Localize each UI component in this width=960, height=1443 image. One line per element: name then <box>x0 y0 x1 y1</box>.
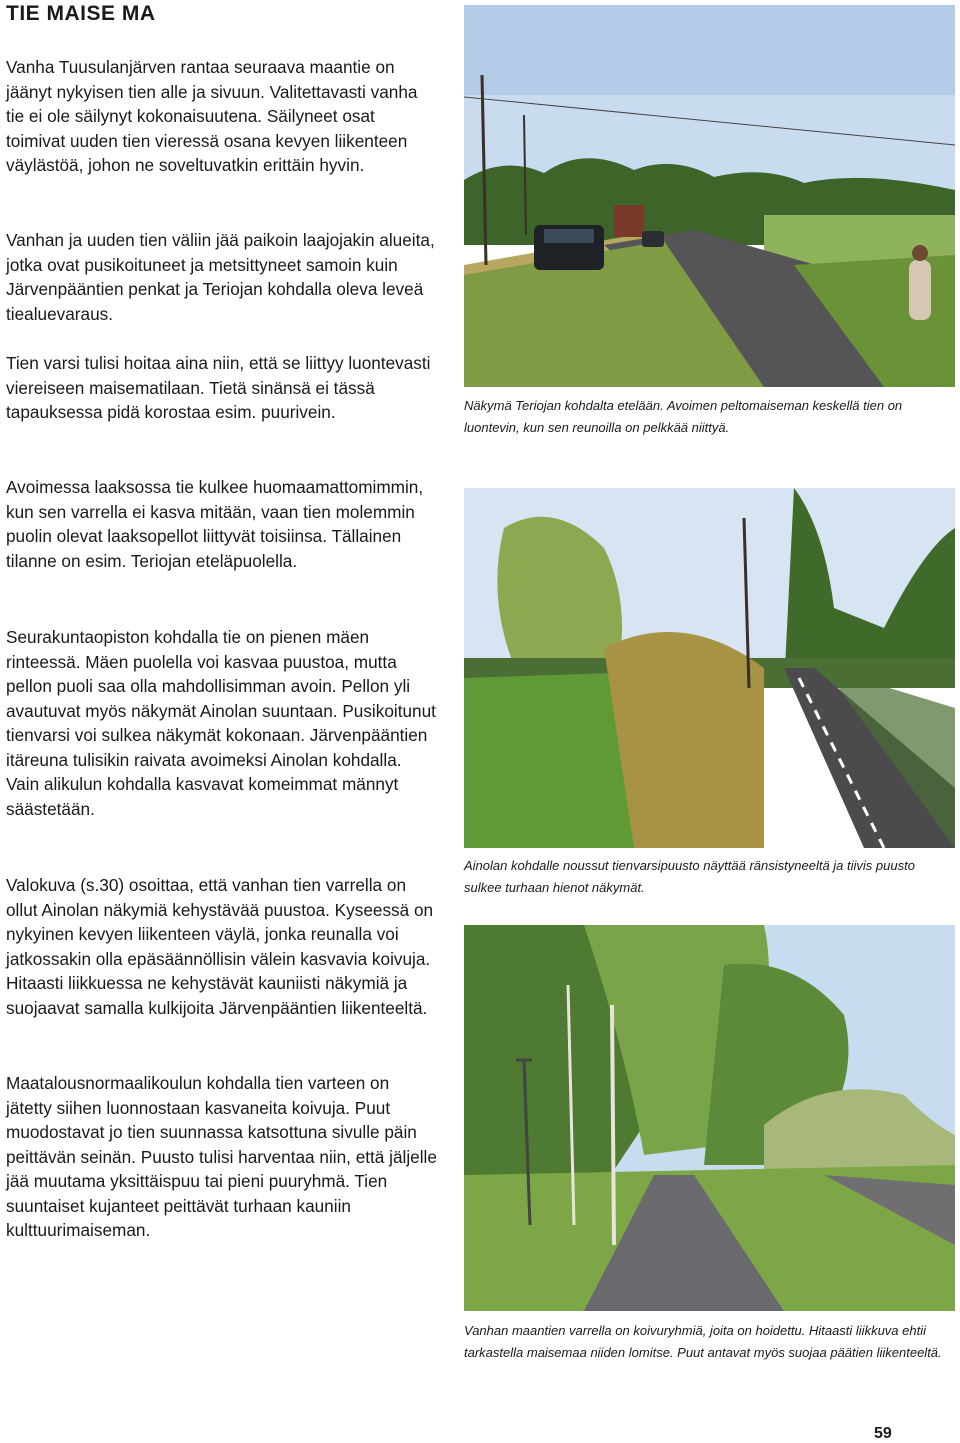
page-number: 59 <box>874 1425 892 1442</box>
photo-ainola-roadside <box>464 488 955 848</box>
caption-ainola: Ainolan kohdalle noussut tienvarsipuusto näyttää ränsistyneeltä ja tiivis puusto sulkee turhaan hienot näkymät. <box>464 858 915 895</box>
paragraph-agricultural-school: Maatalousnormaalikoulun kohdalla tien varteen on jätetty siihen luonnostaan kasvaneita koivuja. Puut muodostavat jo tien suunnassa katsottuna sivulle päin peittävän seinän. Puusto tulisi harventaa niin, että jäljelle jää muutama yksittäispuu tai pieni puuryhmä. Tien suuntaiset kujanteet peittävät turhaan kauniin kulttuurimaiseman. <box>6 1073 437 1240</box>
photo-terioja-road <box>464 5 955 387</box>
paragraph-old-road: Vanha Tuusulanjärven rantaa seuraava maantie on jäänyt nykyisen tien alle ja sivuun. Valitettavasti vanha tie ei ole säilynyt kokonaisuutena. Säilyneet osat toimivat uuden tien vieressä osana kevyen liikenteen väylästöä, johon ne soveltuvatkin erittäin hyvin. <box>6 57 418 175</box>
paragraph-photo-reference: Valokuva (s.30) osoittaa, että vanhan tien varrella on ollut Ainolan näkymiä kehystävää puustoa. Kyseessä on nykyinen kevyen liikenteen väylä, jonka reunalla voi jatkossakin olla epäsäännöllisin välein kasvavia koivuja. Hitaasti liikkuessa ne kehystävät kauniisti näkymiä ja suojaavat samalla kulkijoita Järvenpääntien liikenteeltä. <box>6 875 434 1018</box>
paragraph-seurakuntaopisto: Seurakuntaopiston kohdalla tie on pienen mäen rinteessä. Mäen puolella voi kasvaa puustoa, mutta pellon puoli saa olla mahdollisimman avoin. Pellon yli avautuvat myös näkymät Ainolan suuntaan. Pusikoitunut tienvarsi voi sulkea näkymät kokonaan. Järvenpääntien itäreuna tulisikin raivata avoimeksi Ainolan kohdalla. Vain alikulun kohdalla kasvavat komeimmat männyt säästetään. <box>6 627 436 819</box>
photo-old-road-birches <box>464 925 955 1311</box>
paragraph-road-gap-areas: Vanhan ja uuden tien väliin jää paikoin laajojakin alueita, jotka ovat pusikoituneet ja metsittyneet samoin kuin Järvenpääntien penkat ja Teriojan kohdalla oleva leveä tiealuevaraus. <box>6 230 435 324</box>
page-title: TIE MAISE MA <box>6 2 156 25</box>
caption-terioja: Näkymä Teriojan kohdalta etelään. Avoimen peltomaiseman keskellä tien on luontevin, kun sen reunoilla on pelkkää niittyä. <box>464 398 903 435</box>
paragraph-roadside-care: Tien varsi tulisi hoitaa aina niin, että se liittyy luontevasti viereiseen maisematilaan. Tietä sinänsä ei tässä tapauksessa pidä korostaa esim. puurivein. <box>6 353 431 422</box>
caption-old-road: Vanhan maantien varrella on koivuryhmiä, joita on hoidettu. Hitaasti liikkuva ehtii tarkastella maisemaa niiden lomitse. Puut antavat myös suojaa päätien liikenteeltä. <box>464 1323 942 1360</box>
paragraph-open-valley: Avoimessa laaksossa tie kulkee huomaamattomimmin, kun sen varrella ei kasva mitään, vaan tien molemmin puolin olevat laaksopellot liittyvät toisiinsa. Tällainen tilanne on esim. Teriojan eteläpuolella. <box>6 477 424 571</box>
